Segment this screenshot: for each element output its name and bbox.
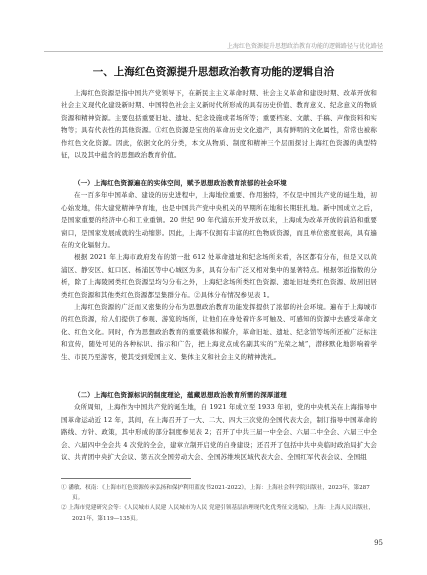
main-body	[61, 87, 377, 161]
subsection-heading-2: （二）上海红色资源标识的制度理论，蕴藏思想政治教育所需的深厚道理	[74, 391, 287, 399]
paragraph: 在一百多年中国革命、建设的历史进程中，上海地位重要、作用独特，不仅是中国共产党的诞生地，初心始发地，伟大建党精神孕育地，也是中国共产党中央机关的早期所在地和长期驻扎地。新中国成立之后，是国家重要的经济中心和工业重镇。20 世纪 90 年代浦东开发开放以来，上海成为改革开放的前沿和重要窗口，是国家发展成就的生动缩影。因此，上海不仅拥有丰富的红色物质资源，而且单位密度很高，具有遍在的文化辐射力。	[61, 191, 377, 250]
paragraph: 根据 2021 年上海市政府发布的第一批 612 处革命遗址和纪念场所来看，各区都有分布，但是又以黄浦区、静安区、虹口区、杨浦区等中心城区为多，具有分布广泛又相对集中的显著特点。根据邻近指数的分析，除了上海陵园类红色资源呈均匀分布之外，上海纪念场所类红色资源、遗址旧址类红色资源、故居旧居类红色资源和其他类红色资源都呈集群分布。②具体分布情况参见表 1。	[61, 253, 377, 299]
subsection-heading-1: （一）上海红色资源遍在的实体空间，赋予思想政治教育浓郁的社会环境	[74, 179, 287, 187]
subsection-2-block	[61, 389, 377, 463]
paragraph: 众所周知，上海作为中国共产党的诞生地，自 1921 年成立至 1933 年初，党的中央机关在上海指导中国革命运动近 12 年，其间，在上海召开了一大、二大、四大三次党的全国代表大会，制订指导中国革命的路线、方针、政策，其中形成的部分制度参见表 2；召开了中共三届一中全会、六届二中全会、六届三中全会、六届四中全会共 4 次党的全会，建章立制开启党的自身建设；还召开了包括中共中央临时政治局扩大会议、共青团中央扩大会议、第五次全国劳动大会、全国苏维埃区域代表大会、全国红军代表会议、全国组	[61, 403, 377, 462]
footnote: ① 潘敏、权南：《上海市红色资源传承弘扬和保护利用蓝皮书2021-2022》，上海：上海社会科学院出版社，2023年，第287页。	[61, 485, 370, 502]
footnote-divider	[61, 478, 191, 479]
running-head: 上海红色资源提升思想政治教育功能的逻辑路径与优化路径	[226, 43, 383, 50]
intro-paragraph: 上海红色资源是指中国共产党领导下，在新民主主义革命时期、社会主义革命和建设时期、改革开放和社会主义现代化建设新时期、中国特色社会主义新时代所形成的具有历史价值、教育意义、纪念意义的物质资源和精神资源。主要包括重要旧址、遗址、纪念设施或者场所等；重要档案、文献、手稿、声像资料和实物等；具有代表性的其他资源。①红色资源是宝贵的革命历史文化遗产，具有鲜明的文化属性，常常也被称作红色文化资源。因此，依据文化的分类，本文从物质、制度和精神三个层面探讨上海红色资源的典型特征，以及其中蕴含的思想政治教育价值。	[61, 89, 377, 160]
subsection-1-block	[61, 177, 377, 363]
paragraph: 上海红色资源的广泛而又密集的分布为思想政治教育功能发挥提供了浓郁的社会环境。遍布于上海城市的红色资源，给人们提供了参观、游览的场所，让他们在身处着许多可触及、可感知的资源中去感受革命文化、红色文化。同时，作为思想政治教育的重要载体和媒介，革命旧址、遗址、纪念馆等场所还被广泛标注和宣传，随处可见的各种标识、指示和广告，把上海竞点成名副其实的“光荣之城”，潜移默化地影响着学生、市民乃至游客，使其受到爱国主义、集体主义和社会主义的精神洗礼。	[61, 303, 377, 361]
section-title: 一、上海红色资源提升思想政治教育功能的逻辑自洽	[92, 66, 335, 78]
footnote: ② 上海市党建研究会等：《人民城市人民建 人民城市为人民 党建引领基层治理现代化优秀征文选编》，上海：上海人民出版社，2021年，第119—135页。	[61, 505, 374, 522]
footnotes	[61, 483, 377, 524]
page-number: 95	[374, 539, 383, 547]
header-divider	[44, 51, 383, 52]
